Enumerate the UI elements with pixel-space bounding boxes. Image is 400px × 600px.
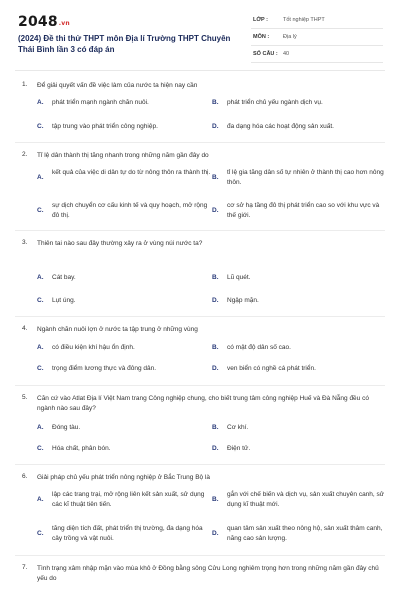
option-text: Ngập mặn. [227,297,259,304]
meta-row-count [251,46,383,63]
meta-value: 40 [283,51,290,57]
option-text: Hóa chất, phân bón. [52,445,111,452]
question-divider [15,385,385,386]
option-letter: D. [212,297,219,304]
question-number: 6. [22,473,28,480]
option-letter: C. [37,445,44,452]
option-letter: B. [212,344,219,351]
question-text: Thiên tai nào sau đây thường xảy ra ở vùng núi nước ta? [37,240,203,247]
option-text: ven biển có nghề cá phát triển. [227,365,316,372]
option-letter: C. [37,123,44,130]
option-text: tỉ lệ gia tăng dân số tự nhiên ở thành thị cao hơn nông thôn. [227,169,384,186]
option-letter: A. [37,424,44,431]
option-letter: A. [37,274,44,281]
question-divider [15,316,385,317]
option-text: Lũ quét. [227,274,251,281]
option-letter: B. [212,424,219,431]
question-text: Ngành chăn nuôi lợn ở nước ta tập trung ở những vùng [37,326,198,333]
option-letter: D. [212,365,219,372]
option-text: tăng diện tích đất, phát triển thị trường, đa dạng hóa cây trồng và vật nuôi. [52,525,203,542]
question-text: Tình trạng xâm nhập mặn vào mùa khô ở Đồng bằng sông Cửu Long nghiêm trọng hơn trong những năm gần đây chủ yếu do [37,565,379,582]
option-letter: D. [212,445,219,452]
question-divider [15,464,385,465]
option-text: cơ sở hạ tầng đô thị phát triển cao so với khu vực và thế giới. [227,202,380,219]
option-letter: B. [212,496,219,503]
logo-suffix: .vn [58,20,70,27]
question-number: 3. [22,239,28,246]
question-number: 5. [22,394,28,401]
question-divider [15,230,385,231]
question-divider [15,555,385,556]
option-letter: A. [37,496,44,503]
option-letter: C. [37,297,44,304]
option-text: Cơ khí. [227,424,249,431]
option-text: Đóng tàu. [52,424,81,431]
meta-key: LỚP : [253,17,268,23]
question-text: Tỉ lệ dân thành thị tăng nhanh trong những năm gần đây do [37,152,209,159]
option-letter: D. [212,530,219,537]
option-text: đa dạng hóa các hoạt động sản xuất. [227,123,334,130]
exam-title: (2024) Đề thi thử THPT môn Địa lí Trường THPT Chuyên Thái Bình lần 3 có đáp án [18,34,231,54]
option-letter: A. [37,174,44,181]
meta-value: Tốt nghiệp THPT [283,17,325,23]
option-text: sự dịch chuyển cơ cấu kinh tế và quy hoạch, mở rộng đô thị. [52,202,208,219]
option-text: gắn với chế biến và dịch vụ, sản xuất chuyên canh, sử dụng kĩ thuật mới. [227,491,385,508]
question-text: Giải pháp chủ yếu phát triển nông nghiệp ở Bắc Trung Bộ là [37,474,211,481]
meta-row-class [251,12,383,29]
header-divider [15,70,385,71]
option-text: có mật độ dân số cao. [227,344,291,351]
question-text: Căn cứ vào Atlat Địa lí Việt Nam trang Công nghiệp chung, cho biết trung tâm công nghiệp Huế và Đà Nẵng đều có ngành nào sau đây? [37,395,369,412]
option-text: Cát bay. [52,274,76,281]
meta-key: MÔN : [253,34,270,40]
option-text: Lụt úng. [52,297,76,304]
option-letter: C. [37,365,44,372]
option-letter: D. [212,207,219,214]
option-text: trọng điểm lương thực và đông dân. [52,365,157,372]
option-text: phát triển mạnh ngành chăn nuôi. [52,99,149,106]
option-letter: A. [37,344,44,351]
option-letter: C. [37,530,44,537]
option-text: quan tâm sản xuất theo nông hộ, sản xuất thâm canh, năng cao sản lượng. [227,525,383,542]
option-letter: A. [37,99,44,106]
question-divider [15,142,385,143]
logo-main: 2048 [18,14,58,30]
exam-meta-panel [251,12,383,63]
option-letter: C. [37,207,44,214]
option-letter: B. [212,274,219,281]
option-text: phát triển chủ yếu ngành dịch vụ. [227,99,323,106]
bottom-fade [0,590,400,600]
option-text: tập trung vào phát triển công nghiệp. [52,123,158,130]
option-letter: B. [212,99,219,106]
question-number: 2. [22,151,28,158]
site-logo[interactable] [18,14,70,30]
meta-key: SỐ CÂU : [253,51,278,57]
option-letter: B. [212,174,219,181]
question-number: 4. [22,325,28,332]
question-number: 1. [22,81,28,88]
option-text: kết quả của việc di dân tự do từ nông thôn ra thành thị. [52,169,211,176]
option-text: Điện tử. [227,445,251,452]
option-text: có điều kiện khí hậu ổn định. [52,344,135,351]
meta-value: Địa lý [283,34,297,40]
question-text: Để giải quyết vấn đề việc làm của nước ta hiện nay cần [37,82,198,89]
question-number: 7. [22,564,28,571]
option-text: lập các trang trại, mở rộng liên kết sản xuất, sử dụng các kĩ thuật tiên tiến. [52,491,205,508]
option-letter: D. [212,123,219,130]
meta-row-subject [251,29,383,46]
